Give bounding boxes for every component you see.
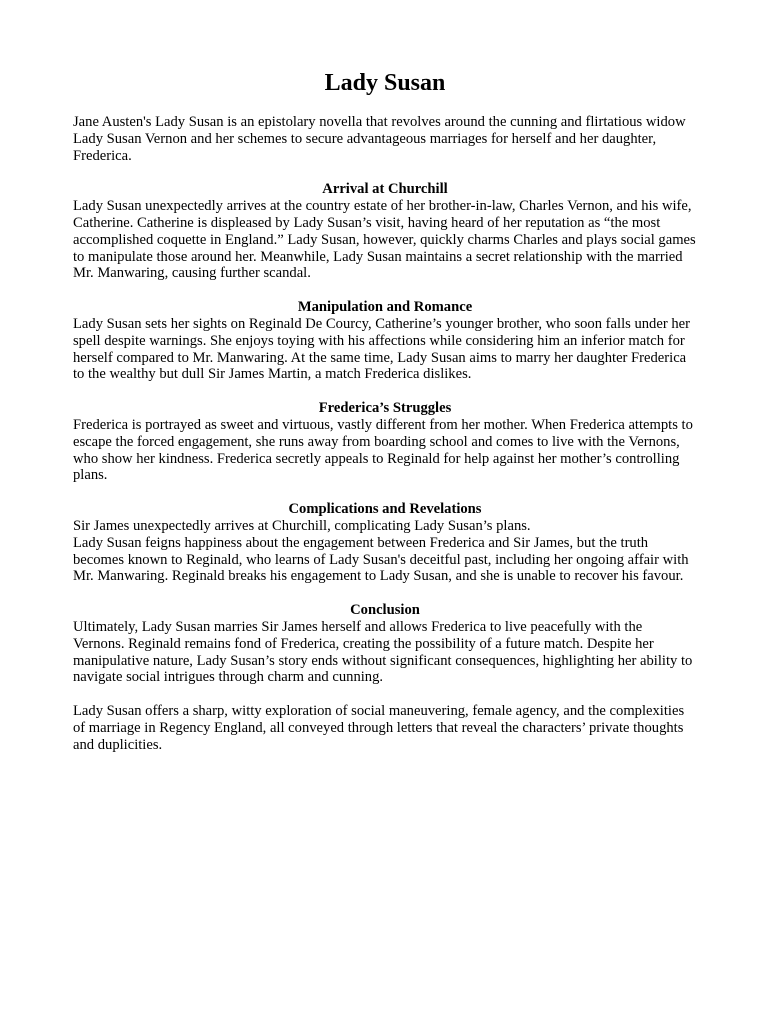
section-paragraph: Sir James unexpectedly arrives at Churchill, complicating Lady Susan’s plans. [73,517,531,534]
section-heading: Arrival at Churchill [322,181,448,198]
section-struggles [73,400,697,484]
section-heading: Frederica’s Struggles [318,400,452,417]
spacer [73,383,697,400]
section-conclusion [73,602,697,686]
closing-paragraph: Lady Susan offers a sharp, witty exploration of social maneuvering, female agency, and the complexities of marriage in Regency England, all conveyed through letters that reveal the characters’ private thoughts and duplicities. [73,703,685,753]
section-paragraph: Lady Susan unexpectedly arrives at the country estate of her brother-in-law, Charles Vernon, and his wife, Catherine. Catherine is displeased by Lady Susan’s visit, having heard of her reputation as “the most accomplished coquette in England.” Lady Susan, however, quickly charms Charles and plays social games to manipulate those around her. Meanwhile, Lady Susan maintains a secret relationship with the married Mr. Manwaring, causing further scandal. [73,198,696,282]
section-complications [73,501,697,585]
section-arrival [73,181,697,282]
section-paragraph: Frederica is portrayed as sweet and virtuous, vastly different from her mother. When Frederica attempts to escape the forced engagement, she runs away from boarding school and comes to live with the Vernons, who show her kindness. Frederica secretly appeals to Reginald for help against her mother’s controlling plans. [73,416,693,484]
intro-paragraph: Jane Austen's Lady Susan is an epistolary novella that revolves around the cunning and flirtatious widow Lady Susan Vernon and her schemes to secure advantageous marriages for herself and her daughter, Frederica. [73,114,686,164]
section-paragraph: Lady Susan feigns happiness about the engagement between Frederica and Sir James, but the truth becomes known to Reginald, who learns of Lady Susan's deceitful past, including her ongoing affair with Mr. Manwaring. Reginald breaks his engagement to Lady Susan, and she is unable to recover his favour. [73,534,689,585]
spacer [73,484,697,501]
spacer [73,164,697,181]
section-heading: Conclusion [350,602,420,619]
section-heading: Manipulation and Romance [297,299,473,316]
section-manipulation [73,299,697,383]
document-page [73,66,697,754]
section-paragraph: Ultimately, Lady Susan marries Sir James herself and allows Frederica to live peacefully with the Vernons. Reginald remains fond of Frederica, creating the possibility of a future match. Despite her manipulative nature, Lady Susan’s story ends without significant consequences, highlighting her ability to navigate social intrigues through charm and cunning. [73,618,693,686]
section-paragraph: Lady Susan sets her sights on Reginald De Courcy, Catherine’s younger brother, who soon falls under her spell despite warnings. She enjoys toying with his affections while considering him an inferior match for herself compared to Mr. Manwaring. At the same time, Lady Susan aims to marry her daughter Frederica to the wealthy but dull Sir James Martin, a match Frederica dislikes. [73,315,690,383]
section-heading: Complications and Revelations [288,501,482,518]
document-title: Lady Susan [324,70,446,96]
spacer [73,282,697,299]
spacer [73,585,697,602]
spacer [73,686,697,703]
